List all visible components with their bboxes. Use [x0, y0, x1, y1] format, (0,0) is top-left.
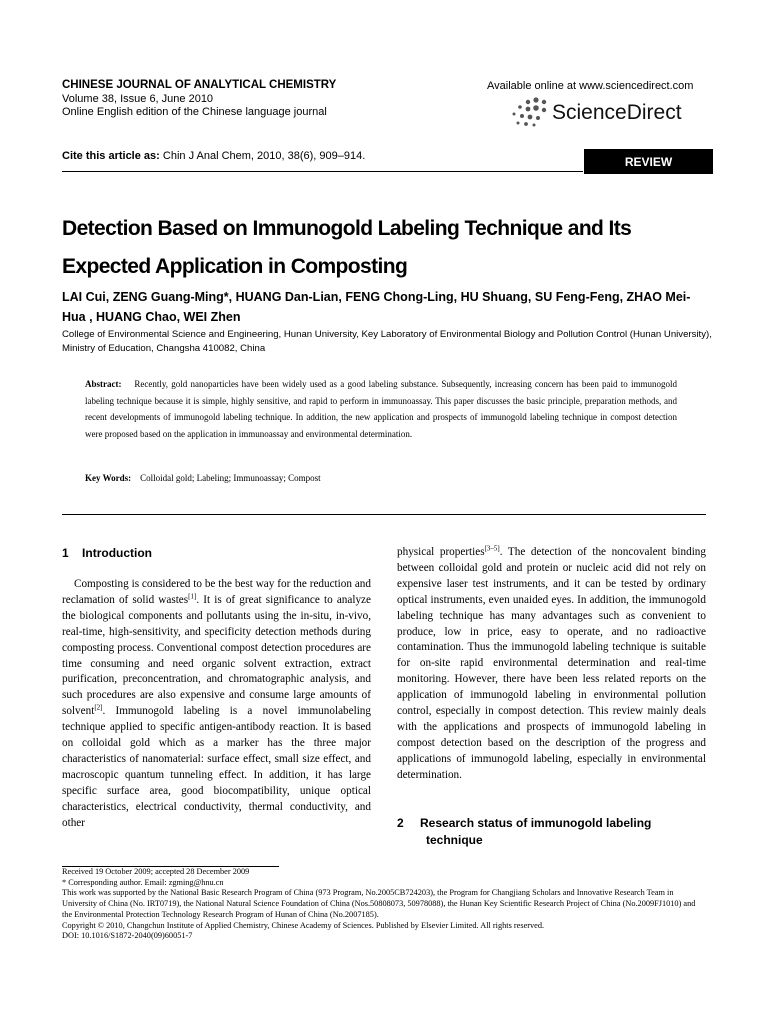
paragraph [62, 577, 371, 832]
journal-edition: Online English edition of the Chinese language journal [62, 106, 327, 118]
abstract [85, 376, 677, 442]
citation-ref[interactable]: [1] [188, 592, 197, 601]
section-number: 2 [397, 816, 404, 830]
abstract-text: Recently, gold nanoparticles have been widely used as a good labeling substance. Subsequently, increasing concern has been paid to immunogold labeling technique because it is simple, highly sensitive, and rapid to perform in immunoassay. This paper discusses the basic principle, preparation methods, and recent developments of immunogold labeling technique. In addition, the new application and prospects of immunogold labeling technique in compost detection were proposed based on the application in immunoassay and environmental determination. [85, 379, 677, 439]
text-run: . It is of great significance to analyze the biological components and pollutants using the in-situ, in-vivo, real-time, high-sensitivity, and specificity detection methods during composting process. Conventional compost detection procedures are time consuming and need organic solvent extraction, extract purification, preconcentration, and chromatographic analysis, and such procedures are also expensive and consume large amounts of solvent [62, 593, 371, 718]
paragraph [397, 545, 706, 784]
abstract-label: Abstract: [85, 379, 122, 389]
author-list: LAI Cui, ZENG Guang-Ming*, HUANG Dan-Lian, FENG Chong-Ling, HU Shuang, SU Feng-Feng, ZHAO Mei-Hua , HUANG Chao, WEI Zhen [62, 290, 691, 324]
section-heading-research-status [397, 815, 706, 849]
abstract-divider [62, 514, 706, 515]
keywords-text: Colloidal gold; Labeling; Immunoassay; Compost [140, 473, 321, 483]
journal-name: CHINESE JOURNAL OF ANALYTICAL CHEMISTRY [62, 79, 337, 91]
funding-note: This work was supported by the National Basic Research Program of China (973 Program, No.2005CB724203), the Program for Changjiang Scholars and Innovative Research Team in University of China (No. IRT0719), the National Natural Science Foundation of China (Nos.50808073, 50978088), the Hunan Key Scientific Research Project of China (No.2009FJ1010) and the Environmental Protection Technology Research Program of Hunan of China (No.2007185). [62, 888, 696, 919]
doi[interactable]: DOI: 10.1016/S1872-2040(09)60051-7 [62, 931, 193, 941]
footnotes [62, 867, 707, 942]
body-column-left [62, 577, 371, 832]
section-title-line1: Research status of immunogold labeling [420, 816, 652, 830]
article-title: Detection Based on Immunogold Labeling Technique and Its Expected Application in Composting [62, 217, 632, 278]
citation-ref[interactable]: [3–5] [484, 544, 500, 553]
section-title-line2: technique [426, 833, 483, 847]
text-run: Composting is considered to be the best way for the reduction and reclamation of solid wastes [62, 578, 371, 606]
cite-text: Chin J Anal Chem, 2010, 38(6), 909–914. [159, 150, 366, 162]
keywords [85, 473, 677, 483]
citation-ref[interactable]: [2] [94, 703, 103, 712]
keywords-label: Key Words: [85, 473, 132, 483]
availability-note[interactable]: Available online at www.sciencedirect.com [487, 80, 694, 92]
body-column-right [397, 545, 706, 784]
received-date: Received 19 October 2009; accepted 28 December 2009 [62, 867, 250, 876]
cite-line [62, 150, 365, 162]
text-run: physical properties [397, 546, 485, 558]
section-number: 1 [62, 546, 69, 560]
section-title: Introduction [82, 546, 153, 560]
sciencedirect-wordmark: ScienceDirect [552, 101, 682, 124]
section-heading-introduction [62, 546, 152, 560]
cite-label: Cite this article as: [62, 150, 160, 162]
cite-divider [62, 171, 583, 172]
journal-volume: Volume 38, Issue 6, June 2010 [62, 93, 214, 105]
author-affiliation: College of Environmental Science and Engineering, Hunan University, Key Laboratory of Environmental Biology and Pollution Control (Hunan University), Ministry of Education, Changsha 410082, China [62, 329, 712, 354]
corresponding-author: * Corresponding author. Email: zgming@hnu.cn [62, 877, 224, 887]
text-run: . Immunogold labeling is a novel immunolabeling technique applied to specific antigen-antibody reaction. It is based on colloidal gold which as a marker has the three major characteristics of nanomaterial: surface effect, small size effect, and macroscopic quantum tunneling effect. In addition, it has large specific surface area, good biocompatibility, unique optical characteristics, electrical conductivity, thermal conductivity, and other [62, 705, 371, 829]
text-run: . The detection of the noncovalent binding between colloidal gold and protein or nucleic acid did not rely on expensive laser test instruments, and it can be tested by ordinary optical instruments, even unaided eyes. In addition, the immunogold labeling technique has many advantages such as convenient to produce, low in price, easy to operate, and no radioactive contamination. Thus the immunogold labeling technique is suitable for on-site rapid environmental determination and real-time monitoring. However, there have been less related reports on the application of immunogold labeling in environmental pollution control, especially in compost detection. This review mainly deals with the applications and prospects of immunogold labeling in compost detection based on the description of the progress and applications of immunogold labeling, especially in environmental determination. [397, 546, 706, 781]
copyright-note: Copyright © 2010, Changchun Institute of Applied Chemistry, Chinese Academy of Sciences. Published by Elsevier Limited. All rights reserved. [62, 920, 545, 930]
article-type-badge: REVIEW [584, 149, 713, 174]
